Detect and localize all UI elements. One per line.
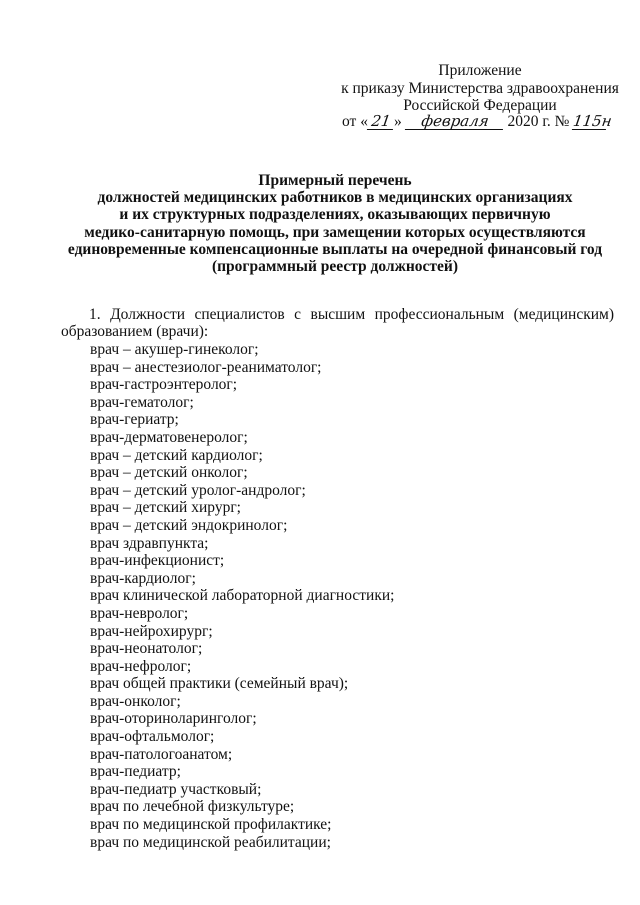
list-item: врач-педиатр;	[90, 763, 181, 781]
document-title	[40, 172, 630, 275]
list-item: врач – детский онколог;	[90, 464, 248, 482]
annex-country: Российской Федерации	[403, 97, 557, 114]
title-line-4: медико-санитарную помощь, при замещении которых осуществляются	[84, 223, 586, 241]
list-item: врач клинической лабораторной диагностики;	[90, 587, 395, 605]
list-item: врач-онколог;	[90, 692, 181, 710]
list-item: врач – детский эндокринолог;	[90, 516, 288, 534]
list-item: врач-нефролог;	[90, 657, 192, 675]
list-item: врач-оториноларинголог;	[90, 710, 257, 728]
list-item: врач здравпункта;	[90, 534, 209, 552]
title-line-6: (программный реестр должностей)	[211, 258, 459, 276]
title-line-1: Примерный перечень	[258, 172, 412, 189]
title-line-3: и их структурных подразделениях, оказывающих первичную	[119, 206, 551, 224]
order-year: 2020 г. №	[507, 113, 570, 130]
list-item: врач-неонатолог;	[90, 640, 203, 658]
list-item: врач-гериатр;	[90, 411, 179, 429]
order-quote-close: »	[393, 113, 402, 130]
order-day-handwritten: 21	[367, 114, 395, 130]
title-line-5: единовременные компенсационные выплаты на очередной финансовый год	[67, 240, 603, 258]
list-item: врач-кардиолог;	[90, 569, 196, 587]
list-item: врач – акушер-гинеколог;	[90, 341, 259, 358]
list-item: врач общей практики (семейный врач);	[90, 675, 349, 693]
order-date-line	[342, 112, 614, 131]
list-item: врач-педиатр участковый;	[90, 780, 262, 798]
section-1-line-2: образованием (врачи):	[61, 323, 209, 341]
list-item: врач-нейрохирург;	[90, 622, 213, 640]
annex-header	[330, 62, 630, 115]
list-item: врач-гастроэнтеролог;	[90, 376, 238, 394]
order-number-handwritten: 115н	[572, 112, 614, 130]
list-item: врач-гематолог;	[90, 393, 194, 411]
list-item: врач-патологоанатом;	[90, 745, 233, 763]
title-line-2: должностей медицинских работников в медицинских организациях	[97, 189, 573, 207]
annex-order-ref: к приказу Министерства здравоохранения	[341, 79, 619, 97]
list-item: врач – анестезиолог-реаниматолог;	[90, 358, 322, 376]
list-item: врач – детский кардиолог;	[90, 446, 263, 464]
list-item: врач-невролог;	[90, 604, 189, 622]
positions-list	[90, 341, 394, 851]
list-item: врач по медицинской профилактике;	[90, 816, 332, 834]
list-item: врач – детский уролог-андролог;	[90, 481, 306, 499]
section-1-line-1: 1. Должности специалистов с высшим профессиональным (медицинским)	[89, 306, 614, 323]
order-month-handwritten: февраля	[404, 114, 504, 130]
section-1-heading	[61, 306, 614, 341]
list-item: врач по лечебной физкультуре;	[90, 798, 295, 816]
list-item: врач-дерматовенеролог;	[90, 428, 248, 446]
order-prefix: от «	[342, 113, 368, 130]
list-item: врач – детский хирург;	[90, 499, 241, 517]
annex-title: Приложение	[438, 62, 522, 79]
list-item: врач-инфекционист;	[90, 552, 225, 570]
list-item: врач по медицинской реабилитации;	[90, 833, 331, 851]
list-item: врач-офтальмолог;	[90, 728, 215, 746]
